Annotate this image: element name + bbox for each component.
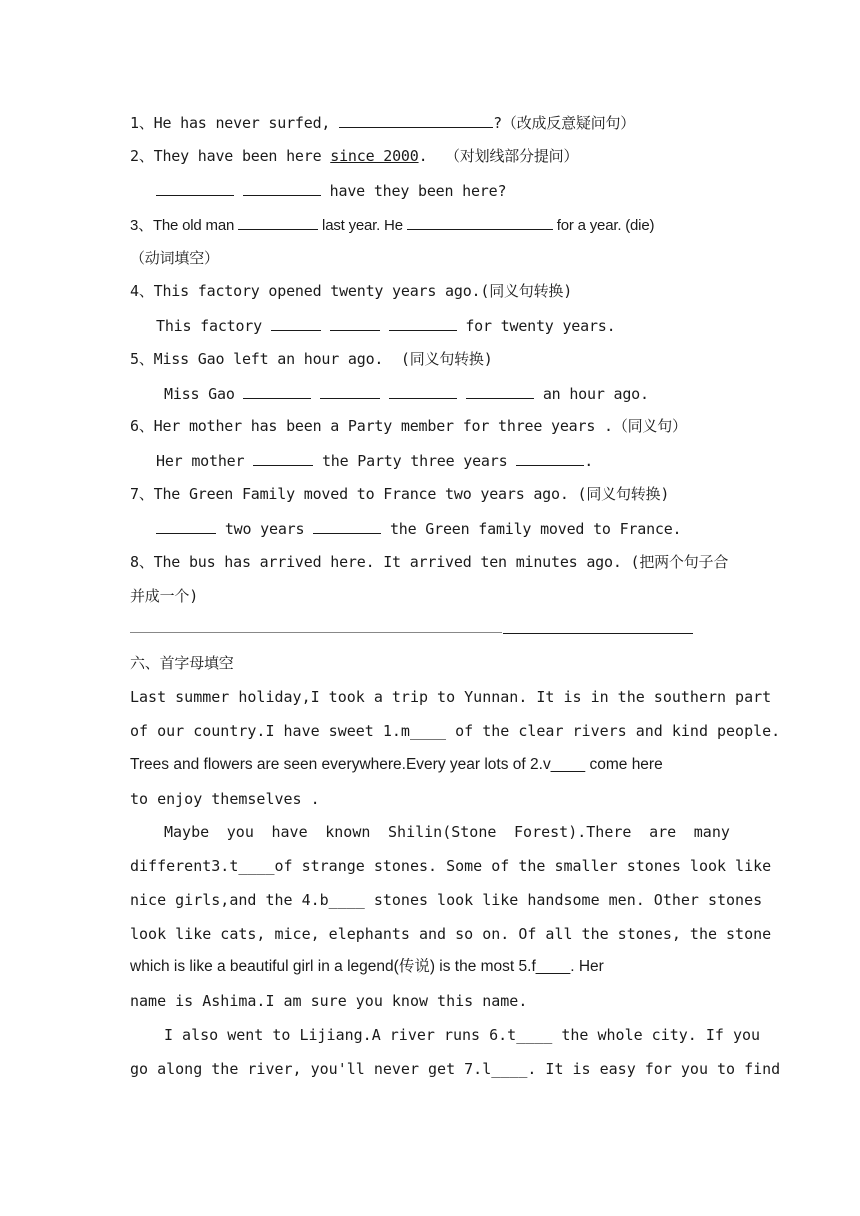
answer-blank[interactable] [243,383,311,399]
passage-word: Maybe [164,823,210,841]
question-5-answer-head: Miss Gao [164,385,244,403]
passage-word: many [693,823,730,841]
question-3-text: 3、The old man [130,217,239,234]
question-7-answer-tail: the Green family moved to France. [381,520,682,538]
question-2-tail: . （对划线部分提问） [418,147,579,165]
answer-blank[interactable] [330,315,380,331]
question-5-answer-tail: an hour ago. [534,385,649,403]
answer-blank[interactable] [407,214,553,230]
answer-line[interactable] [503,633,693,634]
question-1 [130,112,730,133]
question-1-text: 1、He has never surfed, [130,114,340,132]
passage-line: to enjoy themselves . [130,790,320,808]
question-6: 6、Her mother has been a Party member for three years .（同义句） [130,417,687,435]
question-3 [130,214,730,236]
answer-blank[interactable] [243,180,321,196]
question-1-tail: ?（改成反意疑问句） [493,114,636,132]
passage-line: different3.t____of strange stones. Some of the smaller stones look like [130,857,772,875]
answer-blank[interactable] [389,383,457,399]
section-heading: 六、首字母填空 [130,654,234,672]
question-2-text: 2、They have been here [130,147,331,165]
answer-blank[interactable] [466,383,534,399]
passage-line: which is like a beautiful girl in a legend(传说) is the most 5.f____. Her [130,958,604,975]
question-6-answer-mid: the Party three years [313,452,517,470]
question-7: 7、The Green Family moved to France two years ago. (同义句转换) [130,485,670,503]
answer-blank[interactable] [238,214,318,230]
passage-line: Last summer holiday,I took a trip to Yunnan. It is in the southern part [130,688,772,706]
question-2 [130,146,730,166]
answer-blank[interactable] [156,180,234,196]
question-4-answer-head: This factory [156,317,271,335]
passage-line: go along the river, you'll never get 7.l____. It is easy for you to find [130,1060,781,1078]
question-6-answer [156,450,756,471]
question-2-answer [156,180,756,201]
question-4-answer-tail: for twenty years. [456,317,616,335]
answer-blank[interactable] [253,450,313,466]
passage-line [164,822,730,842]
question-3-note: （动词填空） [130,249,219,267]
answer-blank[interactable] [389,315,457,331]
passage-line: look like cats, mice, elephants and so on. Of all the stones, the stone [130,925,772,943]
question-5: 5、Miss Gao left an hour ago. (同义句转换) [130,350,493,368]
passage-line: of our country.I have sweet 1.m____ of the clear rivers and kind people. [130,722,781,740]
question-4-answer [156,315,756,336]
passage-word: you [226,823,254,841]
question-6-answer-head: Her mother [156,452,254,470]
answer-blank[interactable] [320,383,380,399]
underlined-phrase: since 2000 [330,147,419,165]
answer-blank[interactable] [516,450,584,466]
question-6-answer-tail: . [584,452,594,470]
passage-line: I also went to Lijiang.A river runs 6.t____ the whole city. If you [164,1026,761,1044]
question-8-note: 并成一个) [130,587,199,605]
answer-blank[interactable] [313,518,381,534]
passage-word: have [271,823,308,841]
question-4: 4、This factory opened twenty years ago.(同义句转换) [130,282,573,300]
passage-line: nice girls,and the 4.b____ stones look like handsome men. Other stones [130,891,763,909]
passage-word: Shilin(Stone [388,823,497,841]
question-7-answer-mid: two years [216,520,314,538]
question-3-mid: last year. He [318,217,407,234]
passage-line: Trees and flowers are seen everywhere.Every year lots of 2.v____ come here [130,756,663,773]
answer-blank[interactable] [271,315,321,331]
justified-text [164,822,730,842]
passage-word: known [325,823,371,841]
question-8: 8、The bus has arrived here. It arrived ten minutes ago. (把两个句子合 [130,553,729,571]
passage-line: name is Ashima.I am sure you know this name. [130,992,528,1010]
answer-blank[interactable] [156,518,216,534]
answer-blank[interactable] [339,112,493,128]
passage-word: are [649,823,677,841]
answer-line[interactable] [130,632,502,633]
question-3-tail: for a year. (die) [552,217,655,234]
question-5-answer [164,383,764,404]
question-2-answer-tail: have they been here? [320,182,507,200]
question-7-answer [156,518,756,539]
passage-word: Forest).There [514,823,632,841]
